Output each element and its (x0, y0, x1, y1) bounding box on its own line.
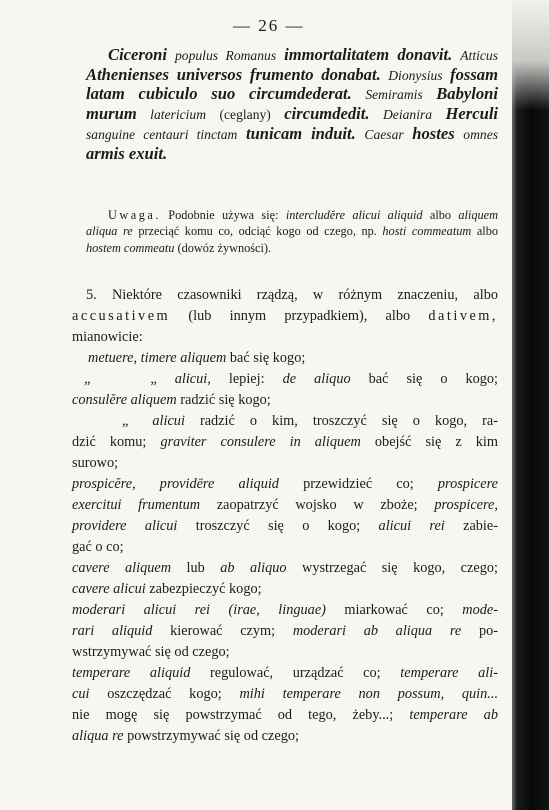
entry-line: aliqua re powstrzymywać się od czego; (72, 728, 299, 744)
entry-line: gać o co; (72, 539, 124, 555)
page-number: — 26 — (233, 16, 305, 35)
entry-line: providere alicui troszczyć się o kogo; alicui rei zabie- (72, 518, 499, 534)
section-5-body (72, 285, 498, 747)
entry-line: metuere, timere aliquem bać się kogo; (88, 350, 306, 366)
entry-line: cavere aliquem lub ab aliquo wystrzegać się kogo, czego; (72, 560, 498, 576)
section-number: 5. (86, 287, 97, 303)
entry-line: „ alicui radzić o kim, troszczyć się o kogo, ra- (122, 413, 499, 429)
remark-paragraph: Uwaga. Podobnie używa się: intercludĕre alicui aliquid albo aliquem aliqua re przeciąć komu co, odciąć kogo od czego, np. hosti commeatum albo hostem commeatu (dowóz żywności). (86, 208, 498, 255)
entry-line: cui oszczędzać kogo; mihi temperare non possum, quin... (72, 686, 499, 702)
entry-line: exercitui frumentum zaopatrzyć wojsko w zboże; prospicere, (72, 497, 498, 513)
entry-line: nie mogę się powstrzymać od tego, żeby...; temperare ab (72, 707, 498, 723)
entry-line: surowo; (72, 455, 119, 471)
remark-label: Uwaga. (108, 208, 161, 222)
entry-line: wstrzymywać się od czego; (72, 644, 230, 660)
section-intro-line: mianowicie: (72, 329, 143, 345)
entry-line: rari aliquid kierować czym; moderari ab aliqua re po- (72, 623, 499, 639)
entry-line: cavere alicui zabezpieczyć kogo; (72, 581, 262, 597)
entry-line: consulĕre aliquem radzić się kogo; (72, 392, 271, 408)
section-intro-line: 5. Niektóre czasowniki rządzą, w różnym znaczeniu, albo (86, 287, 498, 303)
example-sentences: Ciceroni populus Romanus immortalitatem donavit. Atticus Athenienses universos frumento donabat. Dionysius fossam latam cubiculo suo circumdederat. Semiramis Babyloni murum latericium (ceglany) circumdedit. Deianira Herculi sanguine centauri tinctam tunicam induit. Caesar hostes omnes armis exuit. (86, 45, 499, 163)
entry-line: temperare aliquid regulować, urządzać co; temperare ali- (72, 665, 499, 681)
entry-line: dzić komu; graviter consulere in aliquem obejść się z kim (72, 434, 498, 450)
page-edge-highlight (512, 0, 549, 110)
section-intro-line: accusativem (lub innym przypadkiem), albo dativem, (72, 308, 499, 324)
entry-line: „ „ alicui, lepiej: de aliquo bać się o kogo; (84, 371, 499, 387)
page-edge-shadow (512, 0, 549, 810)
entry-line: moderari alicui rei (irae, linguae) miarkować co; mode- (72, 602, 499, 618)
entry-line: prospicĕre, providēre aliquid przewidzieć co; prospicere (72, 476, 498, 492)
